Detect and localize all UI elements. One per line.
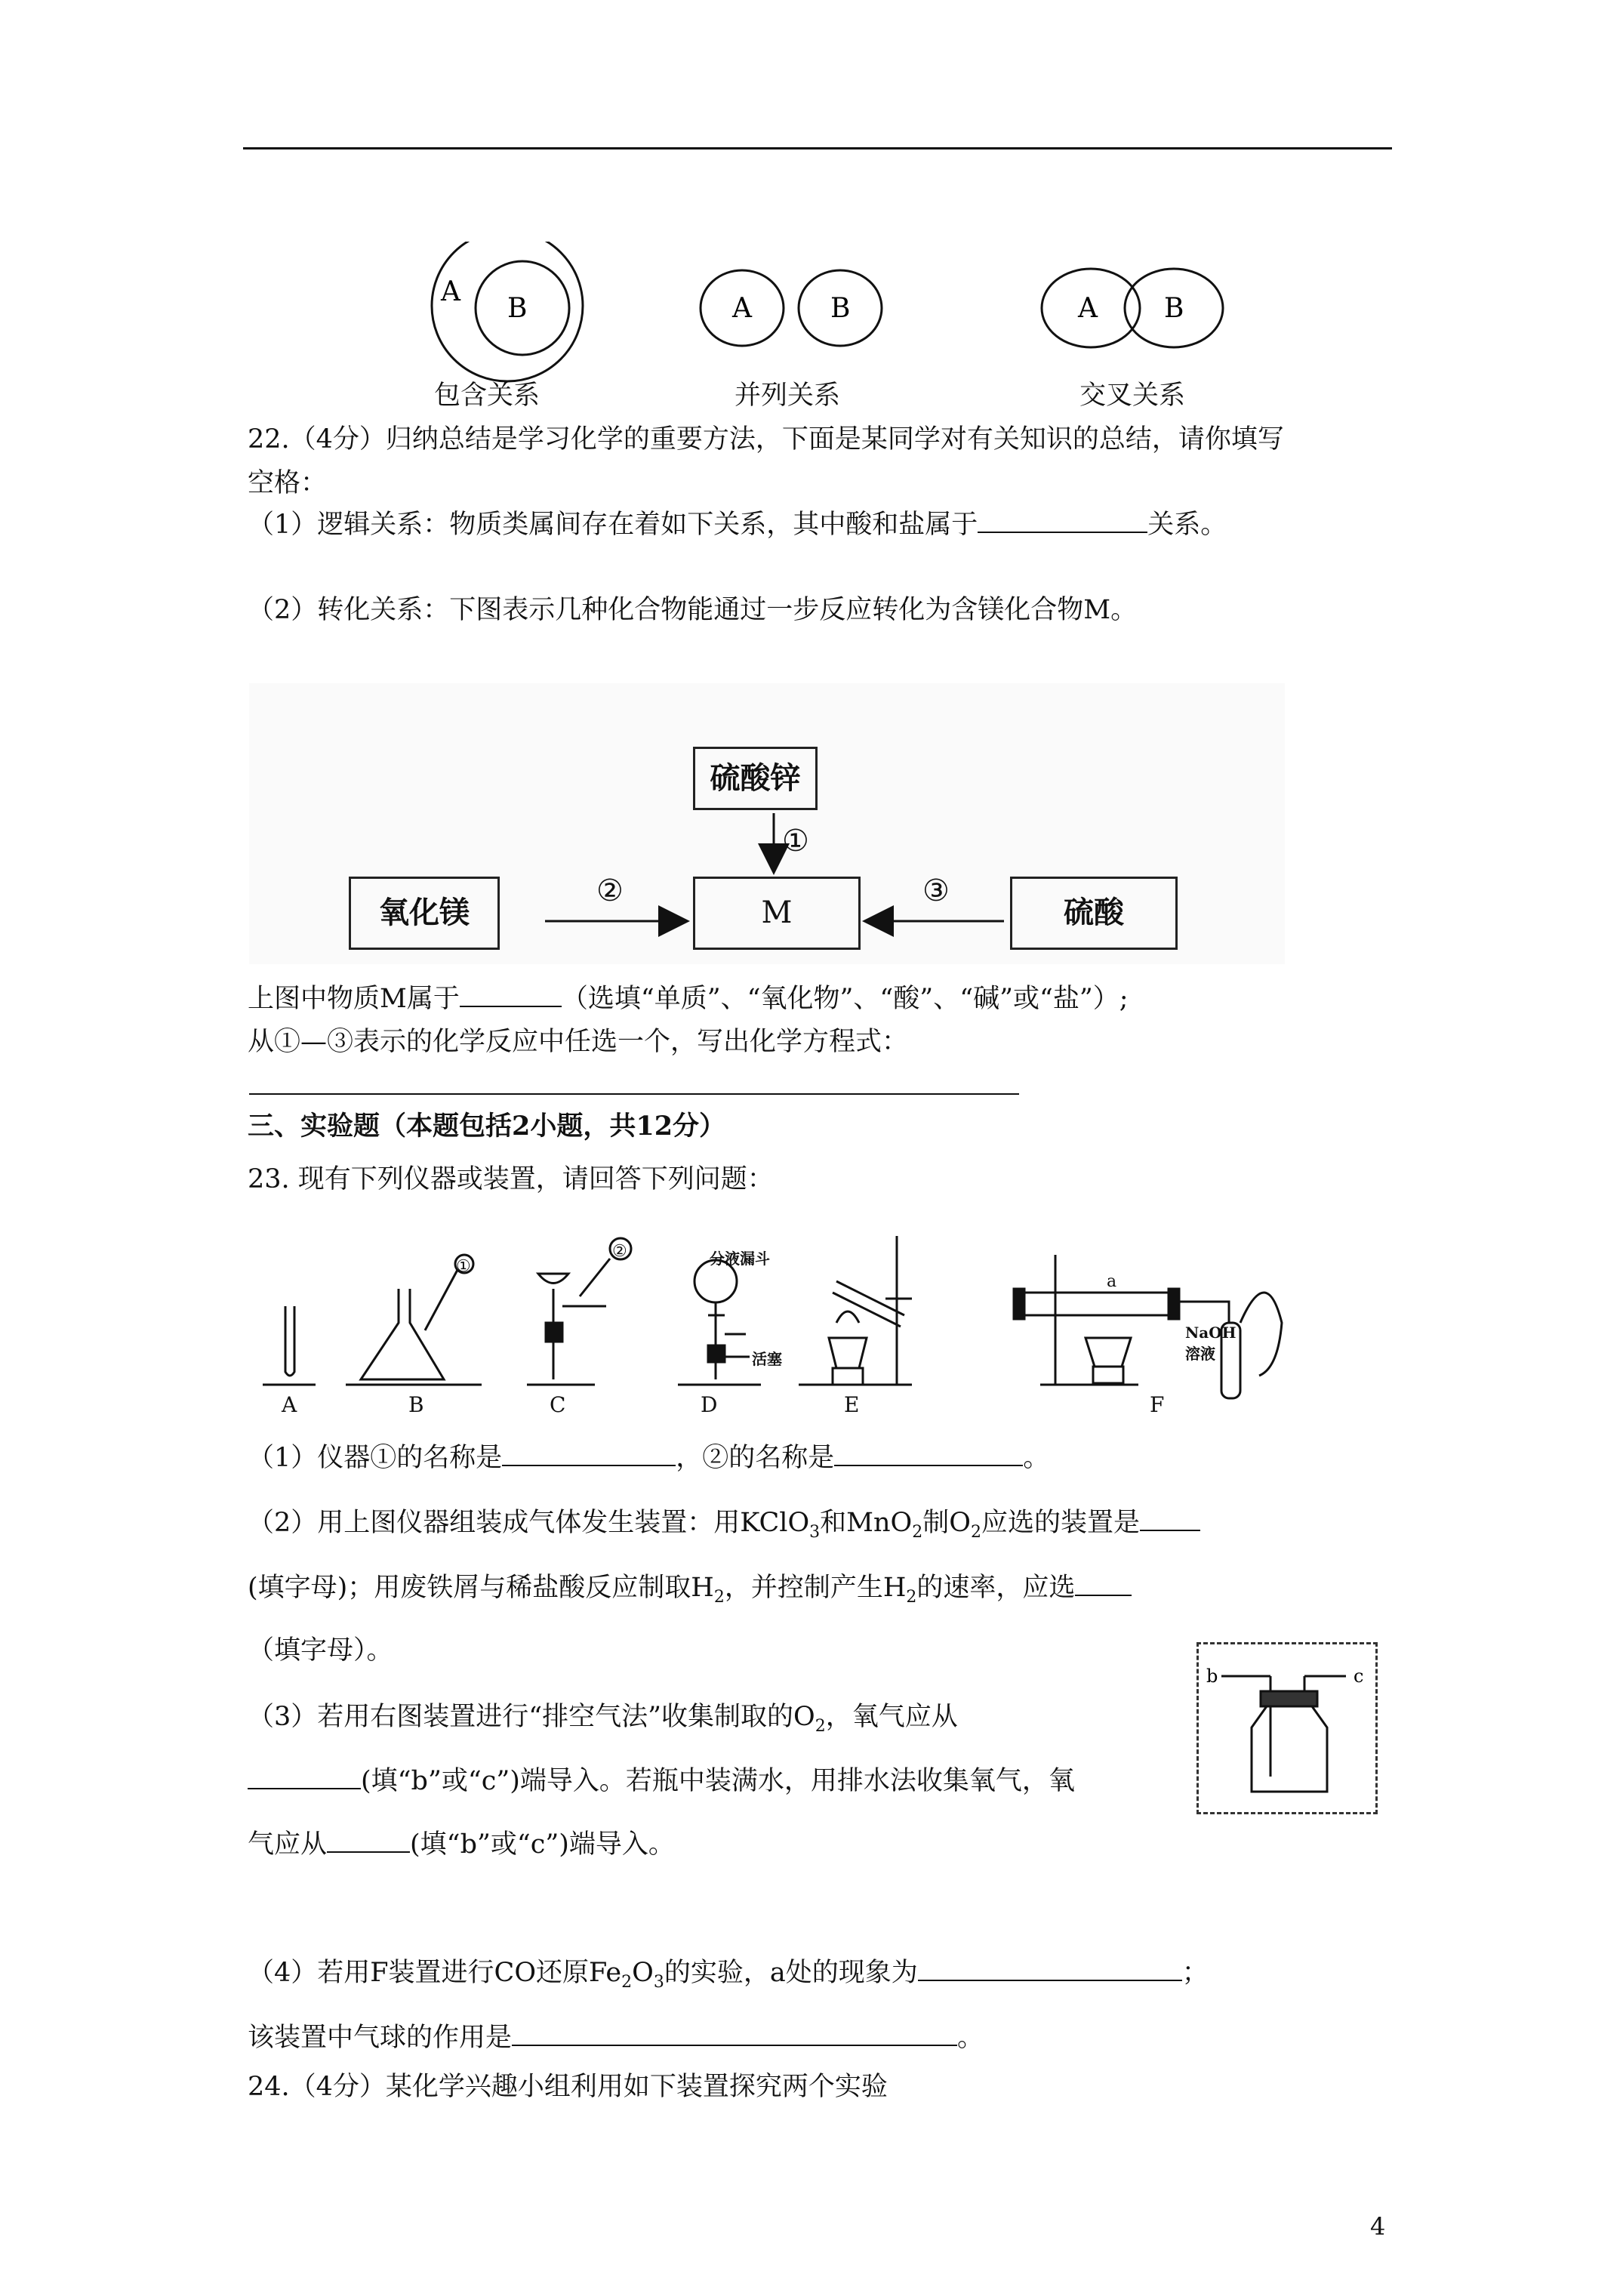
bottle-label-c: c [1354, 1666, 1364, 1687]
q22-part2: （2）转化关系：下图表示几种化合物能通过一步反应转化为含镁化合物M。 [248, 595, 1138, 625]
q23-part4 [248, 1955, 1209, 1999]
q23-part2-line1 [248, 1505, 1200, 1549]
apparatus-figure [248, 1217, 1289, 1415]
q23-part4-text: （4）若用F装置进行CO还原Fe [248, 1958, 622, 1988]
subscript: 2 [815, 1717, 826, 1736]
q23-part1-text: （1）仪器①的名称是 [248, 1443, 503, 1473]
answer-blank[interactable] [978, 507, 1147, 533]
q23-part4-text: 的实验，a处的现象为 [664, 1958, 918, 1988]
q22-stem-cont: 空格： [248, 468, 328, 498]
arrow-label-2: ② [596, 874, 624, 908]
apparatus-letter-c: C [550, 1392, 566, 1415]
subscript: 2 [906, 1588, 917, 1607]
q23-part2-line2 [248, 1570, 1132, 1614]
box-m: M [693, 877, 861, 950]
q22-part3-suffix: （选填“单质”、“氧化物”、“酸”、“碱”或“盐”）; [561, 984, 1129, 1014]
venn-label-b: B [507, 293, 528, 324]
bottle-label-b: b [1206, 1666, 1218, 1687]
q22-part3 [248, 982, 1129, 1015]
q23-part2-text: ，并控制产生H [724, 1573, 907, 1603]
page-number: 4 [1370, 2212, 1386, 2241]
answer-blank[interactable] [1140, 1505, 1200, 1531]
q23-part3-line3 [248, 1827, 675, 1861]
apparatus-letter-f: F [1150, 1392, 1165, 1415]
apparatus-a-test-tube [263, 1306, 316, 1385]
arrow-label-3: ③ [922, 874, 950, 908]
arrow-label-1: ① [782, 824, 809, 858]
subscript: 2 [912, 1523, 923, 1542]
subscript: 2 [970, 1523, 981, 1542]
venn-label-a: A [732, 293, 752, 324]
venn-label-a: A [441, 276, 460, 307]
venn-intersection [1042, 269, 1223, 347]
callout-1: ① [456, 1257, 471, 1276]
q22-stem: 22.（4分）归纳总结是学习化学的重要方法，下面是某同学对有关知识的总结，请你填写 [248, 424, 1284, 455]
apparatus-letter-b: B [408, 1392, 424, 1415]
q23-part3-text: (填“b”或“c”)端导入。 [410, 1829, 675, 1860]
q23-part3-line2 [248, 1764, 1075, 1798]
venn-parallel [701, 270, 882, 346]
subscript: 3 [653, 1973, 664, 1992]
answer-blank[interactable] [502, 1441, 676, 1466]
venn-label-b: B [1164, 293, 1184, 324]
q23-stem: 23. 现有下列仪器或装置，请回答下列问题： [248, 1164, 774, 1194]
q23-part2-text: 的速率，应选 [916, 1573, 1076, 1603]
equation-answer-line[interactable] [249, 1093, 1019, 1095]
apparatus-e-heating-setup [799, 1236, 912, 1385]
q23-part4-text: O [632, 1958, 654, 1988]
q23-part1-mid: ，②的名称是 [676, 1443, 835, 1473]
q23-part4-end: ； [1181, 1958, 1209, 1988]
q22-part1-text: （1）逻辑关系：物质类属间存在着如下关系，其中酸和盐属于 [248, 510, 978, 540]
q23-part2-text: 和MnO [820, 1508, 913, 1538]
box-zinc-sulfate: 硫酸锌 [693, 747, 818, 810]
apparatus-letter-d: D [701, 1392, 718, 1415]
gas-bottle-drawing [1199, 1644, 1375, 1812]
callout-separatory-funnel: 分液漏斗 [710, 1250, 770, 1268]
q23-part2-text: （2）用上图仪器组装成气体发生装置：用KClO [248, 1508, 810, 1538]
q23-part3-text: 气应从 [248, 1829, 328, 1860]
section-title: 三、实验题（本题包括2小题，共12分） [248, 1111, 726, 1142]
venn-label-a: A [1078, 293, 1098, 324]
apparatus-letter-a: A [282, 1392, 297, 1415]
answer-blank[interactable] [248, 1764, 361, 1789]
callout-stopcock: 活塞 [752, 1350, 782, 1368]
apparatus-d-separatory-funnel [678, 1260, 761, 1385]
q23-part2-text: 制O [922, 1508, 971, 1538]
gas-bottle-figure [1196, 1642, 1378, 1814]
q24-stem: 24.（4分）某化学兴趣小组利用如下装置探究两个实验 [248, 2072, 888, 2102]
venn-caption-parallel: 并列关系 [735, 381, 841, 411]
q22-part3-text: 上图中物质M属于 [248, 984, 460, 1014]
answer-blank[interactable] [918, 1955, 1182, 1981]
callout-solution: 溶液 [1185, 1345, 1215, 1363]
q23-part5-end: 。 [957, 2023, 984, 2053]
q23-part2-text: 应选的装置是 [981, 1508, 1140, 1538]
box-sulfuric-acid: 硫酸 [1010, 877, 1178, 950]
apparatus-f-co-reduction-setup [1014, 1255, 1282, 1398]
callout-a: a [1107, 1272, 1117, 1291]
subscript: 2 [621, 1973, 633, 1992]
q22-part4: 从①—③表示的化学反应中任选一个，写出化学方程式： [248, 1027, 909, 1057]
callout-2: ② [612, 1242, 627, 1261]
answer-blank[interactable] [1075, 1570, 1132, 1596]
q23-part2-line3: （填字母）。 [248, 1635, 393, 1666]
venn-caption-intersection: 交叉关系 [1079, 381, 1186, 411]
q23-part5-text: 该装置中气球的作用是 [248, 2023, 513, 2053]
answer-blank[interactable] [327, 1827, 410, 1853]
header-rule [243, 147, 1392, 149]
answer-blank[interactable] [460, 982, 562, 1007]
conversion-diagram [249, 683, 1285, 964]
answer-blank[interactable] [512, 2020, 957, 2046]
venn-label-b: B [830, 293, 851, 324]
subscript: 2 [713, 1588, 725, 1607]
callout-naoh: NaOH [1185, 1324, 1236, 1342]
q23-part1 [248, 1441, 1049, 1475]
q22-part1 [248, 507, 1227, 541]
box-magnesium-oxide: 氧化镁 [349, 877, 500, 950]
q23-part3-line1 [248, 1700, 958, 1743]
q23-part1-end: 。 [1023, 1443, 1050, 1473]
venn-inclusion [432, 242, 583, 381]
q23-part3-text: ，氧气应从 [825, 1702, 958, 1732]
q23-part5 [248, 2020, 984, 2054]
apparatus-letter-e: E [844, 1392, 860, 1415]
q22-part1-suffix: 关系。 [1147, 510, 1227, 540]
answer-blank[interactable] [834, 1441, 1023, 1466]
q23-part2-text: (填字母)；用废铁屑与稀盐酸反应制取H [248, 1573, 714, 1603]
q23-part3-text: (填“b”或“c”)端导入。若瓶中装满水，用排水法收集氧气，氧 [361, 1766, 1075, 1796]
venn-caption-inclusion: 包含关系 [434, 381, 540, 411]
q23-part3-text: （3）若用右图装置进行“排空气法”收集制取的O [248, 1702, 815, 1732]
subscript: 3 [809, 1523, 821, 1542]
